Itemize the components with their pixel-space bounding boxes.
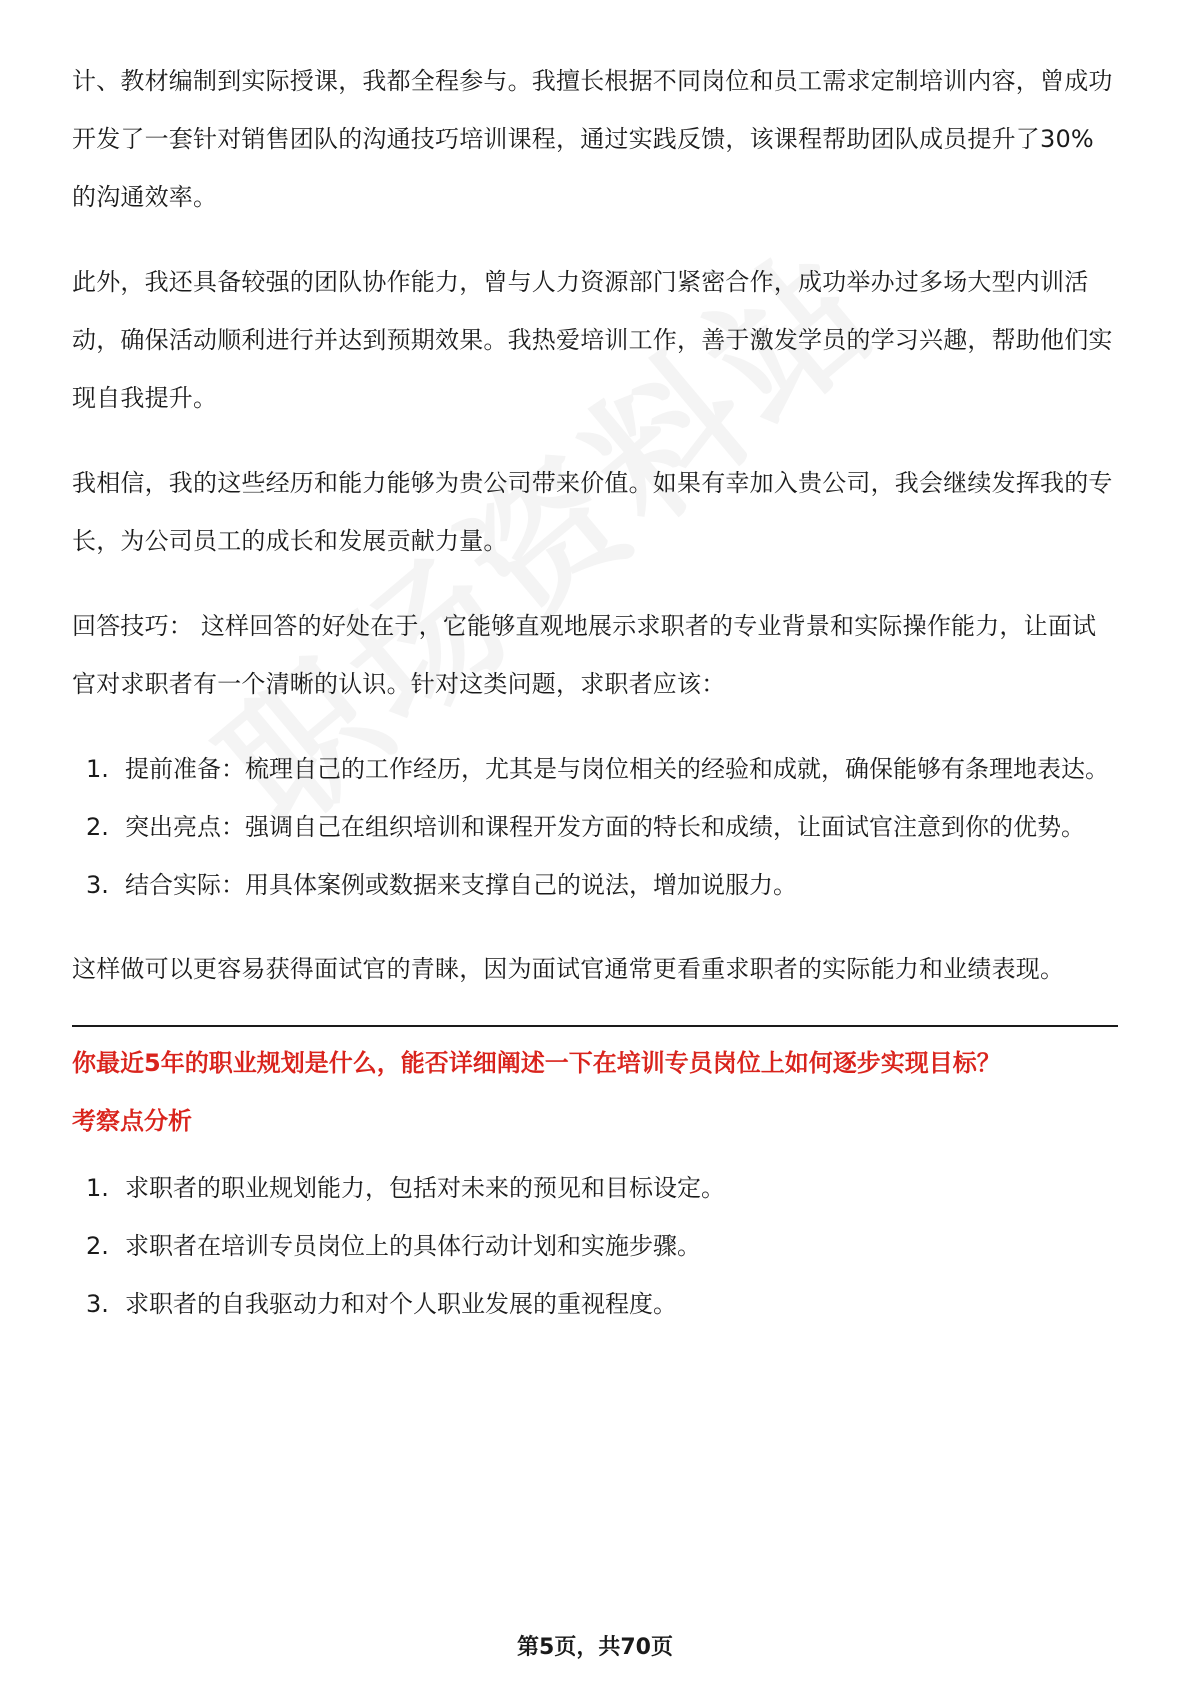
list-item-text: 求职者在培训专员岗位上的具体行动计划和实施步骤。 [125, 1232, 701, 1260]
list-item-text: 结合实际：用具体案例或数据来支撑自己的说法，增加说服力。 [125, 871, 797, 899]
tips-list [72, 740, 1118, 914]
document-page [72, 52, 1118, 1333]
list-item-text: 突出亮点：强调自己在组织培训和课程开发方面的特长和成绩，让面试官注意到你的优势。 [125, 813, 1085, 841]
list-number: 2. [86, 1232, 109, 1260]
paragraph-conclusion: 这样做可以更容易获得面试官的青睐，因为面试官通常更看重求职者的实际能力和业绩表现。 [72, 955, 1065, 983]
list-number: 1. [86, 1174, 109, 1202]
analysis-points-list [72, 1159, 1118, 1333]
list-item [72, 1275, 1118, 1333]
page-footer: 第5页，共70页 [517, 1635, 673, 1660]
list-item-text: 求职者的自我驱动力和对个人职业发展的重视程度。 [125, 1290, 677, 1318]
list-number: 1. [86, 755, 109, 783]
list-item [72, 1217, 1118, 1275]
list-item [72, 856, 1118, 914]
list-item [72, 1159, 1118, 1217]
paragraph-1: 计、教材编制到实际授课，我都全程参与。我擅长根据不同岗位和员工需求定制培训内容，曾成功开发了一套针对销售团队的沟通技巧培训课程，通过实践反馈，该课程帮助团队成员提升了30%的沟通效率。 [72, 67, 1113, 211]
list-item-text: 求职者的职业规划能力，包括对未来的预见和目标设定。 [125, 1174, 725, 1202]
list-item [72, 798, 1118, 856]
list-item-text: 提前准备：梳理自己的工作经历，尤其是与岗位相关的经验和成就，确保能够有条理地表达。 [125, 755, 1109, 783]
section-title: 考察点分析 [72, 1107, 192, 1135]
interview-question: 你最近5年的职业规划是什么，能否详细阐述一下在培训专员岗位上如何逐步实现目标？ [72, 1049, 1001, 1077]
answer-tips-intro: 回答技巧： 这样回答的好处在于，它能够直观地展示求职者的专业背景和实际操作能力，让面试官对求职者有一个清晰的认识。针对这类问题，求职者应该： [72, 612, 1097, 698]
paragraph-2: 此外，我还具备较强的团队协作能力，曾与人力资源部门紧密合作，成功举办过多场大型内训活动，确保活动顺利进行并达到预期效果。我热爱培训工作，善于激发学员的学习兴趣，帮助他们实现自我提升。 [72, 268, 1113, 412]
paragraph-3: 我相信，我的这些经历和能力能够为贵公司带来价值。如果有幸加入贵公司，我会继续发挥我的专长，为公司员工的成长和发展贡献力量。 [72, 469, 1113, 555]
list-number: 3. [86, 871, 109, 899]
list-number: 2. [86, 813, 109, 841]
section-divider [72, 1025, 1118, 1027]
list-item [72, 740, 1118, 798]
list-number: 3. [86, 1290, 109, 1318]
